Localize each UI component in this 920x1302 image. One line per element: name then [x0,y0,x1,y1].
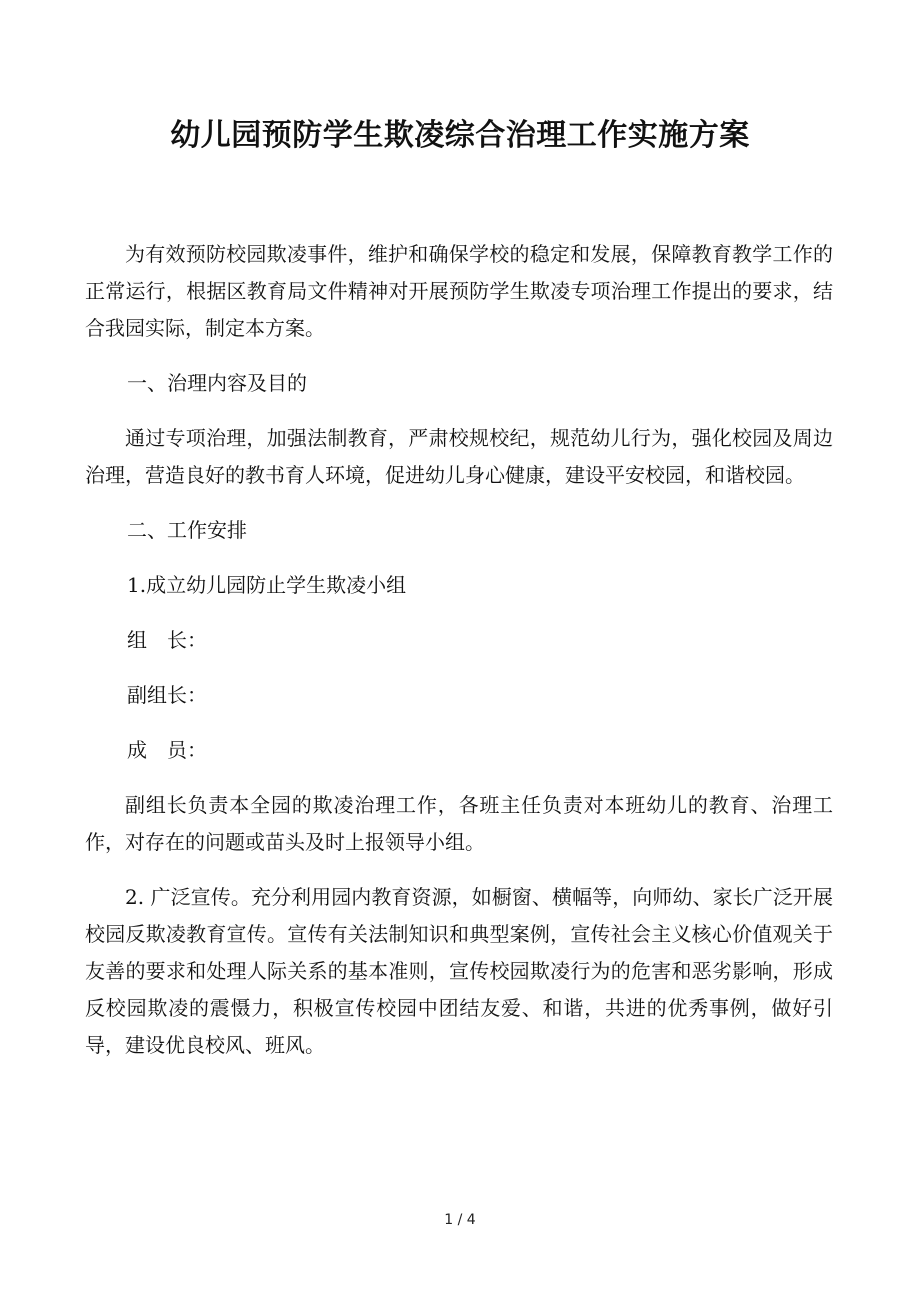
publicity-paragraph: 2. 广泛宣传。充分利用园内教育资源，如橱窗、横幅等，向师幼、家长广泛开展校园反欺凌教育宣传。宣传有关法制知识和典型案例，宣传社会主义核心价值观关于友善的要求和处理人际关系的基本准则，宣传校园欺凌行为的危害和恶劣影响，形成反校园欺凌的震慑力，积极宣传校园中团结友爱、和谐，共进的优秀事例，做好引导，建设优良校风、班风。 [85,885,833,1057]
responsibility-paragraph: 副组长负责本全园的欺凌治理工作，各班主任负责对本班幼儿的教育、治理工作，对存在的问题或苗头及时上报领导小组。 [85,793,833,854]
page-number: 1 / 4 [444,1212,476,1228]
intro-paragraph: 为有效预防校园欺凌事件，维护和确保学校的稳定和发展，保障教育教学工作的正常运行，根据区教育局文件精神对开展预防学生欺凌专项治理工作提出的要求，结合我园实际，制定本方案。 [85,242,833,340]
subsection-heading-1: 1.成立幼儿园防止学生欺凌小组 [127,573,407,597]
governance-purpose-paragraph: 通过专项治理，加强法制教育，严肃校规校纪，规范幼儿行为，强化校园及周边治理，营造良好的教书育人环境，促进幼儿身心健康，建设平安校园，和谐校园。 [85,426,833,487]
members-line: 成 员： [127,738,207,762]
group-leader-line: 组 长： [127,628,207,652]
section-heading-2: 二、工作安排 [127,518,247,542]
section-heading-1: 一、治理内容及目的 [127,371,307,395]
deputy-leader-line: 副组长： [127,683,207,707]
document-title: 幼儿园预防学生欺凌综合治理工作实施方案 [170,118,750,153]
document-body [85,236,833,1082]
